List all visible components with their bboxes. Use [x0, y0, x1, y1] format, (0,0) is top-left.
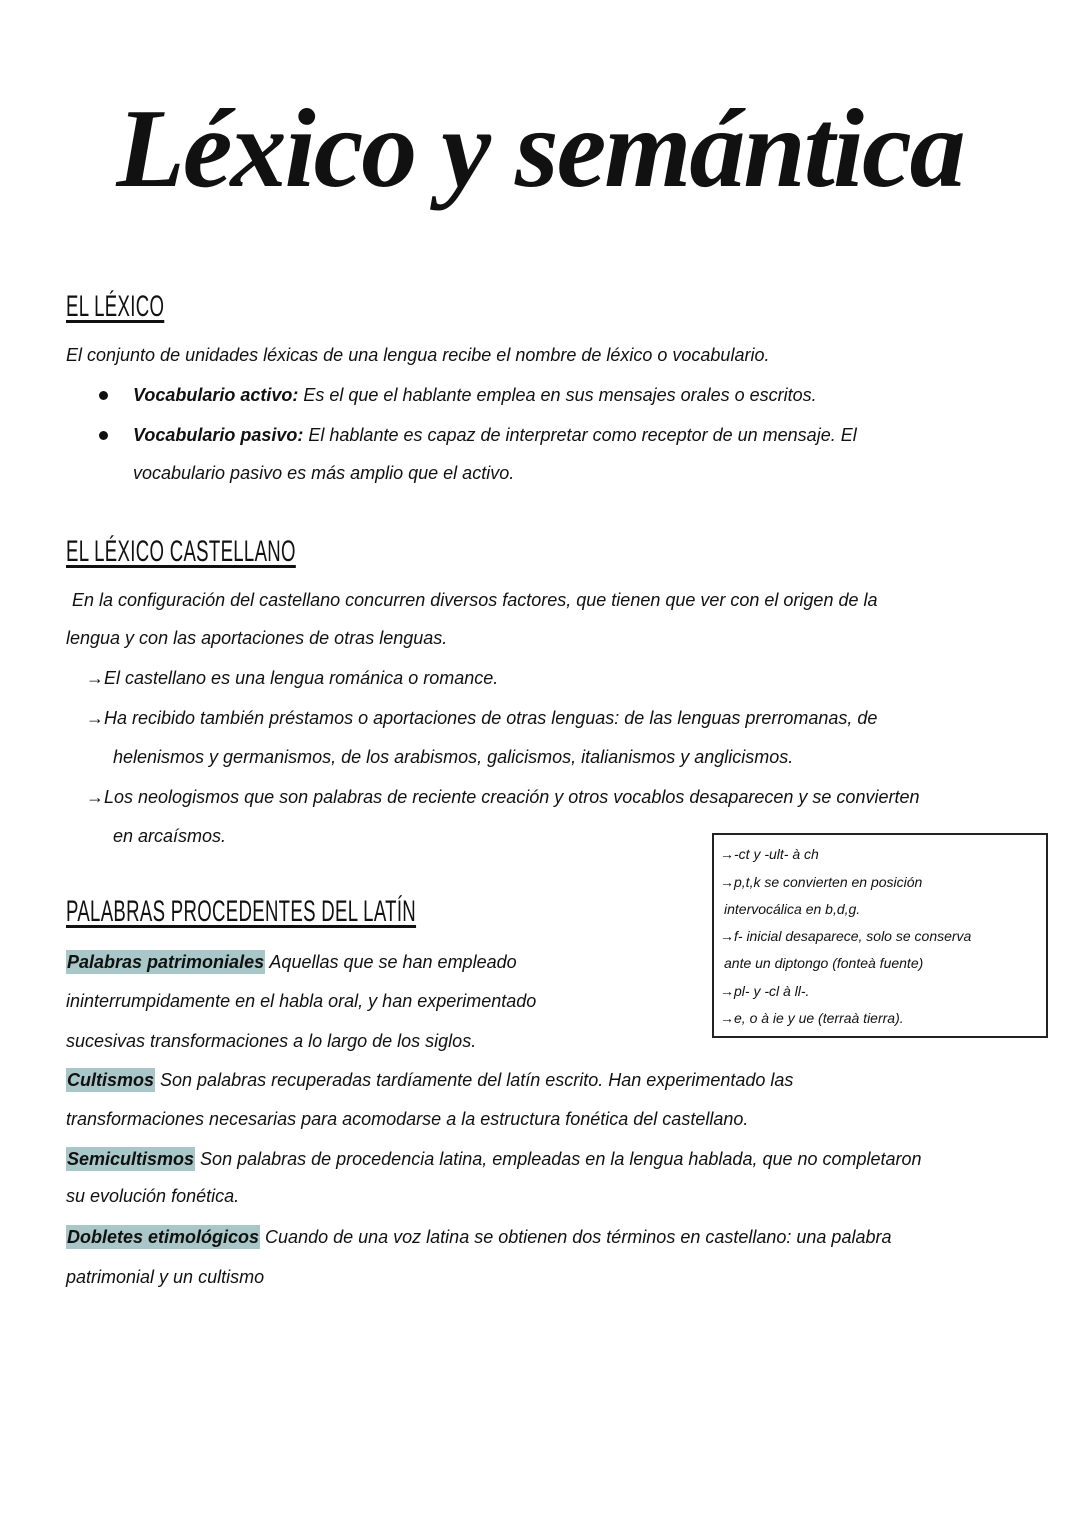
term-line: sucesivas transformaciones a lo largo de los siglos.	[66, 1031, 477, 1051]
rule-line: →pl- y -cl à ll-.	[720, 983, 810, 999]
bullet-vocabulario-pasivo: Vocabulario pasivo: El hablante es capaz de interpretar como receptor de un mensaje. El	[133, 425, 857, 445]
castellano-point-cont: helenismos y germanismos, de los arabismos, galicismos, italianismos y anglicismos.	[113, 747, 794, 767]
rule-line: intervocálica en b,d,g.	[724, 901, 861, 917]
rule-line: →-ct y -ult- à ch	[720, 846, 819, 862]
lexico-intro: El conjunto de unidades léxicas de una lengua recibe el nombre de léxico o vocabulario.	[66, 345, 770, 365]
term-cultismos: Cultismos Son palabras recuperadas tardíamente del latín escrito. Han experimentado las	[67, 1070, 794, 1090]
term-line: su evolución fonética.	[66, 1186, 240, 1206]
heading-palabras-latin: PALABRAS PROCEDENTES DEL LATÍN	[66, 895, 417, 928]
bullet-vocabulario-activo: Vocabulario activo: Es el que el hablante emplea en sus mensajes orales o escritos.	[133, 385, 817, 405]
rule-line: →p,t,k se convierten en posición	[720, 874, 923, 890]
castellano-point: →Los neologismos que son palabras de reciente creación y otros vocablos desaparecen y se convierten	[86, 787, 920, 807]
term-semicultismos: Semicultismos Son palabras de procedencia latina, empleadas en la lengua hablada, que no completaron	[67, 1149, 922, 1169]
term-dobletes: Dobletes etimológicos Cuando de una voz latina se obtienen dos términos en castellano: una palabra	[67, 1227, 892, 1247]
term-patrimoniales: Palabras patrimoniales Aquellas que se han empleado	[67, 952, 517, 972]
bullet-continuation: vocabulario pasivo es más amplio que el activo.	[133, 463, 515, 483]
castellano-point-cont: en arcaísmos.	[113, 826, 227, 846]
heading-lexico-castellano: EL LÉXICO CASTELLANO	[66, 535, 296, 568]
bullet-icon	[99, 431, 108, 440]
castellano-intro: En la configuración del castellano concurren diversos factores, que tienen que ver con el origen de la	[72, 590, 878, 610]
term-line: patrimonial y un cultismo	[66, 1267, 265, 1287]
term-line: transformaciones necesarias para acomodarse a la estructura fonética del castellano.	[66, 1109, 749, 1129]
page-title: Léxico y semántica	[116, 87, 964, 211]
rule-line: ante un diptongo (fonteà fuente)	[724, 955, 924, 971]
phonetic-rules-box	[712, 833, 1048, 1038]
castellano-point: →Ha recibido también préstamos o aportaciones de otras lenguas: de las lenguas prerromanas, de	[86, 708, 878, 728]
rule-line: →f- inicial desaparece, solo se conserva	[720, 928, 972, 944]
bullet-icon	[99, 391, 108, 400]
heading-lexico: EL LÉXICO	[66, 290, 165, 323]
term-line: ininterrumpidamente en el habla oral, y han experimentado	[66, 991, 537, 1011]
castellano-intro-2: lengua y con las aportaciones de otras lenguas.	[66, 628, 448, 648]
rule-line: →e, o à ie y ue (terraà tierra).	[720, 1010, 904, 1026]
castellano-point: →El castellano es una lengua románica o romance.	[86, 668, 499, 688]
